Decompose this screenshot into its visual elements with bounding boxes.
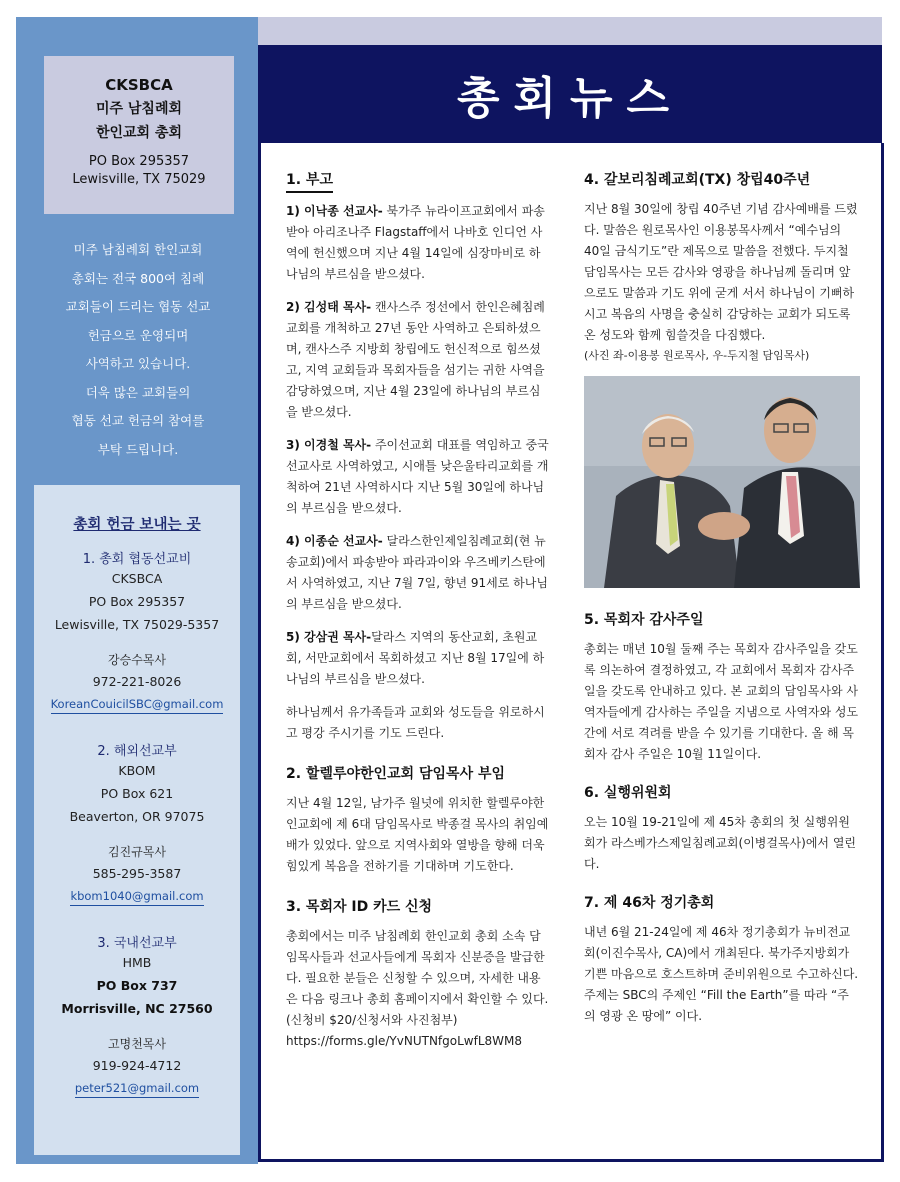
org-name: CKSBCA xyxy=(105,76,173,94)
contact-person: 강승수목사 xyxy=(108,653,166,667)
title-bar xyxy=(258,45,882,143)
top-strip xyxy=(258,17,882,45)
giving-address-line: PO Box 621 xyxy=(100,786,174,801)
article-heading: 4. 갈보리침례교회(TX) 창립40주년 xyxy=(584,172,811,188)
giving-address-line: CKSBCA xyxy=(111,571,163,586)
mission-line: 협동 선교 헌금의 참여를 xyxy=(71,413,205,428)
contact-email-link[interactable]: peter521@gmail.com xyxy=(75,1079,199,1098)
obituary-heading: 1. 부고 xyxy=(286,170,333,193)
org-box xyxy=(44,56,234,214)
giving-address-line: Lewisville, TX 75029-5357 xyxy=(54,617,220,632)
giving-section-heading: 1. 총회 협동선교비 xyxy=(82,552,192,567)
contact-person: 고명천목사 xyxy=(108,1037,166,1051)
obituary-name: 1) 이낙종 선교사- xyxy=(286,204,383,218)
article-heading: 7. 제 46차 정기총회 xyxy=(584,895,715,911)
mission-line: 총회는 전국 800여 침례 xyxy=(71,270,205,286)
article-body: 총회에서는 미주 남침례회 한인교회 총회 소속 담임목사들과 선교사들에게 목회자 신분증을 발급한다. 필요한 분들은 신청할 수 있으며, 자세한 내용은 다음 링크나 총회 홈페이지에서 확인할 수 있다.(신청비 $20/신청서와 사진첨부) https://forms.gle/YvNUTNfgoLwfL8WM8 xyxy=(286,929,549,1048)
org-address-2: Lewisville, TX 75029 xyxy=(72,172,206,187)
obituary-text: 캔사스주 정선에서 한인은혜침례교회를 개척하고 27년 동안 사역하고 은퇴하셨으며, 캔사스주 지방회 창립에도 헌신적으로 힘쓰셨고, 지역 교회들과 목회자들을 섬기는 귀한 사역을 감당하였으며, 지난 4월 23일에 하나님의 부르심을 받으셨다. xyxy=(286,300,545,419)
obituary-text: 주이선교회 대표를 역임하고 중국선교사로 사역하였고, 시애틀 낮은울타리교회를 개척하여 21년 사역하시다 지난 5월 30일에 하나님의 부르심을 받으셨다. xyxy=(286,438,549,515)
mission-line: 교회들이 드리는 협동 선교 xyxy=(65,299,211,314)
giving-address-line: PO Box 737 xyxy=(96,978,178,993)
obituary-item xyxy=(286,201,552,285)
pastors-photo-illustration xyxy=(584,376,860,588)
mission-line: 부탁 드립니다. xyxy=(97,441,179,457)
giving-section-heading: 3. 국내선교부 xyxy=(97,936,177,951)
photo-backdrop-highlight xyxy=(584,376,860,466)
contact-person: 김진규목사 xyxy=(108,845,166,859)
giving-box xyxy=(34,485,240,1155)
photo-caption: (사진 좌-이용봉 원로목사, 우-두지철 담임목사) xyxy=(584,349,810,362)
obituary-name: 5) 강삼권 목사- xyxy=(286,630,372,644)
mission-line: 더욱 많은 교회들의 xyxy=(85,384,191,400)
org-address-1: PO Box 295357 xyxy=(88,154,190,169)
giving-address-line: Beaverton, OR 97075 xyxy=(69,809,205,824)
article-heading: 6. 실행위원회 xyxy=(584,785,672,801)
mission-line: 헌금으로 운영되며 xyxy=(87,327,189,343)
giving-title: 총회 헌금 보내는 곳 xyxy=(73,517,201,533)
obituary-name: 3) 이경철 목사- xyxy=(286,438,372,452)
giving-address-line: Morrisville, NC 27560 xyxy=(61,1001,213,1016)
clasped-hands xyxy=(698,512,750,540)
article-body: 지난 8월 30일에 창립 40주년 기념 감사예배를 드렸다. 말씀은 원로목사인 이용봉목사께서 “예수님의 40일 금식기도”란 제목으로 말씀을 전했다. 두지철 담임목사는 모든 감사와 영광을 하나님께 돌리며 앞으로도 말씀과 기도 위에 굳게 서서 하나님이 기뻐하시고 복음의 사명을 충실히 감당하는 교회가 되도록 온 성도와 함께 힘쓸것을 다짐했다. xyxy=(584,202,858,342)
obituary-item xyxy=(286,531,552,615)
mission-statement xyxy=(40,236,236,464)
mission-line: 사역하고 있습니다. xyxy=(85,356,191,371)
article-body: 내년 6월 21-24일에 제 46차 정기총회가 뉴비전교회(이진수목사, CA)에서 개최된다. 북가주지방회가 기쁜 마음으로 호스트하며 준비위원으로 수고하신다. 주제는 SBC의 주제인 “Fill the Earth”를 따라 “주의 영광 온 땅에” 이다. xyxy=(584,925,859,1023)
left-column xyxy=(286,170,552,1064)
org-line-2: 미주 남침례회 xyxy=(95,101,183,117)
contact-email-link[interactable]: KoreanCouicilSBC@gmail.com xyxy=(51,695,224,714)
contact-phone: 585-295-3587 xyxy=(92,866,182,881)
obituary-text: 달라스한인제일침례교회(현 뉴송교회)에서 파송받아 파라과이와 우즈베키스탄에서 사역하였고, 지난 7월 7일, 향년 91세로 하나님의 부르심을 받으셨다. xyxy=(286,534,548,611)
giving-address-line: PO Box 295357 xyxy=(88,594,186,609)
article-body: 오는 10월 19-21일에 제 45차 총회의 첫 실행위원회가 라스베가스제일침례교회(이병걸목사)에서 열린다. xyxy=(584,815,857,871)
obituary-closing: 하나님께서 유가족들과 교회와 성도들을 위로하시고 평강 주시기를 기도 드린다. xyxy=(286,705,545,740)
article-heading: 5. 목회자 감사주일 xyxy=(584,612,704,628)
obituary-item xyxy=(286,297,552,423)
mission-line: 미주 남침례회 한인교회 xyxy=(73,242,203,257)
article-heading: 2. 할렐루야한인교회 담임목사 부임 xyxy=(286,766,506,782)
obituary-name: 4) 이종순 선교사- xyxy=(286,534,383,548)
obituary-item xyxy=(286,435,552,519)
obituary-text: 북가주 뉴라이프교회에서 파송받아 아리조나주 Flagstaff에서 나바호 인디언 사역에 헌신했으며 지난 4월 14일에 심장마비로 하나님의 부르심을 받으셨다. xyxy=(286,204,545,281)
org-line-3: 한인교회 총회 xyxy=(95,125,183,141)
obituary-text: 달라스 지역의 동산교회, 초원교회, 서만교회에서 목회하셨고 지난 8월 17일에 하나님의 부르심을 받으셨다. xyxy=(286,630,545,686)
obituary-name: 2) 김성태 목사- xyxy=(286,300,372,314)
contact-email-link[interactable]: kbom1040@gmail.com xyxy=(70,887,203,906)
obituary-item xyxy=(286,627,552,690)
newsletter-title: 총회뉴스 xyxy=(456,73,683,124)
giving-address-line: HMB xyxy=(122,955,152,970)
right-column xyxy=(584,170,860,1039)
contact-phone: 972-221-8026 xyxy=(92,674,182,689)
article-body: 지난 4월 12일, 남가주 월넛에 위치한 할렐루야한인교회에 제 6대 담임목사로 박종걸 목사의 취임예배가 있었다. 앞으로 지역사회와 열방을 향해 더욱 힘있게 복음을 전하기를 기대하며 기도한다. xyxy=(286,796,549,873)
anniversary-photo xyxy=(584,376,860,588)
article-heading: 3. 목회자 ID 카드 신청 xyxy=(286,899,433,915)
article-body: 총회는 매년 10월 둘째 주는 목회자 감사주일을 갖도록 의논하여 결정하였고, 각 교회에서 목회자 감사주일을 갖도록 안내하고 있다. 본 교회의 담임목사와 사역자들에게 감사하는 주일을 지냄으로 사역자와 성도간에 서로 격려를 받을 수 있기를 기대한다. 올 해 목회자 감사 주일은 10월 11일이다. xyxy=(584,642,859,761)
contact-phone: 919-924-4712 xyxy=(92,1058,182,1073)
giving-section-heading: 2. 해외선교부 xyxy=(97,744,177,759)
giving-address-line: KBOM xyxy=(118,763,156,778)
